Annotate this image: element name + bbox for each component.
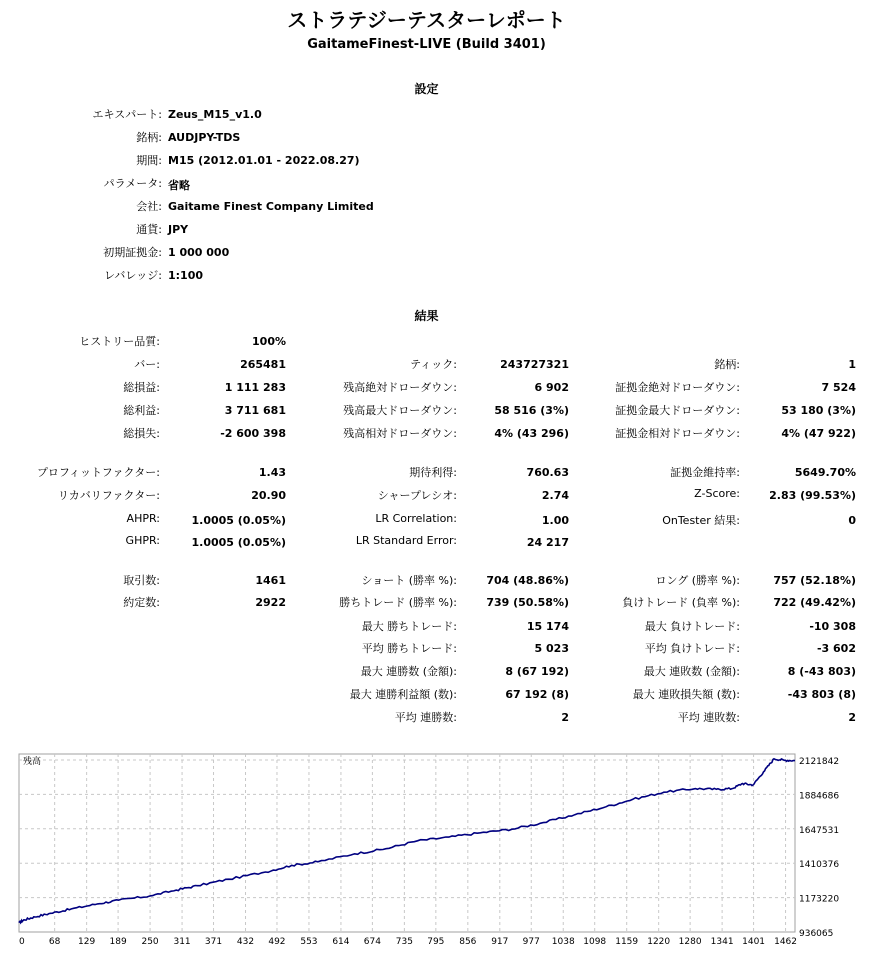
result-value: 2.74 <box>541 489 569 502</box>
settings-value: Gaitame Finest Company Limited <box>168 200 374 213</box>
result-value: 1 <box>848 358 856 371</box>
result-label: 最大 勝ちトレード: <box>361 620 457 633</box>
result-value: 4% (43 296) <box>494 427 569 440</box>
x-tick-label: 492 <box>268 937 286 947</box>
result-value: 67 192 (8) <box>505 688 569 701</box>
y-tick-label: 1410376 <box>799 860 840 871</box>
result-value: 2 <box>848 711 856 724</box>
result-label: LR Correlation: <box>375 512 457 525</box>
x-tick-label: 735 <box>395 937 413 947</box>
x-tick-label: 68 <box>48 937 61 947</box>
x-tick-label: 795 <box>427 937 445 947</box>
result-label: 最大 連敗数 (金額): <box>643 665 740 678</box>
x-tick-label: 311 <box>173 937 191 947</box>
result-label: 証拠金相対ドローダウン: <box>615 427 740 440</box>
x-tick-label: 614 <box>332 937 350 947</box>
settings-value: Zeus_M15_v1.0 <box>168 108 262 121</box>
settings-label: 銘柄: <box>136 131 162 144</box>
result-value: 58 516 (3%) <box>494 404 569 417</box>
result-label: リカバリファクター: <box>57 489 160 502</box>
x-tick-label: 1159 <box>615 937 639 947</box>
result-value: 1.00 <box>541 514 569 527</box>
x-tick-label: 977 <box>522 937 540 947</box>
y-tick-label: 1173220 <box>799 894 840 905</box>
settings-label: 通貨: <box>136 223 162 236</box>
settings-label: 期間: <box>136 154 162 167</box>
result-label: 証拠金絶対ドローダウン: <box>615 381 740 394</box>
x-tick-label: 129 <box>78 937 96 947</box>
y-tick-label: 1647531 <box>799 825 840 836</box>
result-label: 最大 連敗損失額 (数): <box>632 688 740 701</box>
result-value: 100% <box>252 335 286 348</box>
result-value: 704 (48.86%) <box>486 574 569 587</box>
settings-label: パラメータ: <box>103 177 162 190</box>
result-label: ティック: <box>410 358 457 371</box>
result-label: 残高絶対ドローダウン: <box>343 381 457 394</box>
result-value: 8 (-43 803) <box>787 665 856 678</box>
settings-value: AUDJPY-TDS <box>168 131 241 144</box>
x-tick-label: 189 <box>109 937 127 947</box>
result-value: -10 308 <box>809 620 856 633</box>
result-label: AHPR: <box>126 512 160 525</box>
result-value: 757 (52.18%) <box>773 574 856 587</box>
x-tick-label: 917 <box>491 937 509 947</box>
result-value: 1461 <box>255 574 286 587</box>
result-label: 平均 連敗数: <box>677 711 740 724</box>
result-value: -43 803 (8) <box>787 688 856 701</box>
y-tick-label: 1884686 <box>799 791 840 802</box>
result-value: 4% (47 922) <box>781 427 856 440</box>
result-value: 24 217 <box>526 536 569 549</box>
x-tick-label: 1038 <box>551 937 575 947</box>
result-value: 20.90 <box>251 489 286 502</box>
settings-label: 初期証拠金: <box>103 246 162 259</box>
result-value: 3 711 681 <box>224 404 286 417</box>
result-label: 銘柄: <box>714 358 740 371</box>
result-label: 総損益: <box>123 381 160 394</box>
settings-label: レバレッジ: <box>104 269 162 282</box>
result-label: 取引数: <box>123 574 160 587</box>
result-value: 2.83 (99.53%) <box>769 489 856 502</box>
result-label: ショート (勝率 %): <box>361 574 457 587</box>
x-tick-label: 432 <box>236 937 255 947</box>
settings-value: M15 (2012.01.01 - 2022.08.27) <box>168 154 360 167</box>
settings-value: 省略 <box>168 179 190 192</box>
x-tick-label: 856 <box>459 937 477 947</box>
result-value: 1.0005 (0.05%) <box>191 536 286 549</box>
x-tick-label: 371 <box>204 937 223 947</box>
result-value: 1.43 <box>258 466 286 479</box>
result-value: 5 023 <box>534 642 569 655</box>
result-label: GHPR: <box>125 534 160 547</box>
result-value: 1.0005 (0.05%) <box>191 514 286 527</box>
result-label: 負けトレード (負率 %): <box>622 596 740 609</box>
y-tick-label: 936065 <box>799 929 834 939</box>
settings-heading: 設定 <box>414 82 439 96</box>
result-value: 15 174 <box>526 620 569 633</box>
result-value: 1 111 283 <box>224 381 286 394</box>
y-tick-label: 2121842 <box>799 757 840 767</box>
result-value: 0 <box>848 514 856 527</box>
x-tick-label: 1401 <box>742 937 766 947</box>
result-value: 5649.70% <box>794 466 856 479</box>
result-label: 証拠金最大ドローダウン: <box>615 404 740 417</box>
x-tick-label: 0 <box>19 937 25 947</box>
result-label: OnTester 結果: <box>662 514 740 527</box>
result-value: 2 <box>561 711 569 724</box>
x-tick-label: 1462 <box>774 937 798 947</box>
result-label: 総損失: <box>123 427 160 440</box>
settings-value: 1 000 000 <box>168 246 230 259</box>
result-label: 最大 連勝利益額 (数): <box>349 688 457 701</box>
settings-label: エキスパート: <box>92 108 162 121</box>
x-tick-label: 250 <box>141 937 159 947</box>
result-label: 約定数: <box>123 596 160 609</box>
result-label: ヒストリー品質: <box>79 335 160 348</box>
settings-value: JPY <box>168 223 189 236</box>
result-value: 265481 <box>240 358 286 371</box>
x-tick-label: 553 <box>300 937 318 947</box>
result-value: 243727321 <box>500 358 569 371</box>
x-tick-label: 1280 <box>678 937 702 947</box>
chart-title: 残高 <box>23 757 42 767</box>
report-title: ストラテジーテスターレポート <box>287 8 566 32</box>
x-tick-label: 1220 <box>647 937 671 947</box>
result-label: 平均 勝ちトレード: <box>361 642 457 655</box>
result-value: 2922 <box>255 596 286 609</box>
result-value: 7 524 <box>821 381 856 394</box>
result-label: 期待利得: <box>409 466 457 479</box>
settings-value: 1:100 <box>168 269 204 282</box>
result-label: 残高最大ドローダウン: <box>343 404 457 417</box>
result-label: バー: <box>134 358 160 371</box>
result-label: Z-Score: <box>694 487 740 500</box>
result-label: 平均 負けトレード: <box>644 642 740 655</box>
result-label: 平均 連勝数: <box>394 711 457 724</box>
result-label: 最大 負けトレード: <box>644 620 740 633</box>
result-label: LR Standard Error: <box>355 534 457 547</box>
result-label: 勝ちトレード (勝率 %): <box>339 596 457 609</box>
result-value: 6 902 <box>534 381 569 394</box>
x-tick-label: 1098 <box>583 937 607 947</box>
result-value: 760.63 <box>526 466 569 479</box>
settings-label: 会社: <box>136 200 162 213</box>
result-value: 739 (50.58%) <box>486 596 569 609</box>
result-label: ロング (勝率 %): <box>655 574 740 587</box>
result-label: 残高相対ドローダウン: <box>343 427 457 440</box>
result-label: 最大 連勝数 (金額): <box>360 665 457 678</box>
result-value: 53 180 (3%) <box>781 404 856 417</box>
result-value: -2 600 398 <box>220 427 286 440</box>
result-value: -3 602 <box>816 642 856 655</box>
result-label: 証拠金維持率: <box>670 466 740 479</box>
result-label: プロフィットファクター: <box>36 466 160 479</box>
results-heading: 結果 <box>414 309 439 323</box>
report-server: GaitameFinest-LIVE (Build 3401) <box>307 37 546 52</box>
result-label: シャープレシオ: <box>377 489 457 502</box>
balance-chart <box>0 748 883 953</box>
result-value: 722 (49.42%) <box>773 596 856 609</box>
result-value: 8 (67 192) <box>505 665 569 678</box>
result-label: 総利益: <box>123 404 160 417</box>
x-tick-label: 674 <box>363 937 381 947</box>
x-tick-label: 1341 <box>710 937 734 947</box>
